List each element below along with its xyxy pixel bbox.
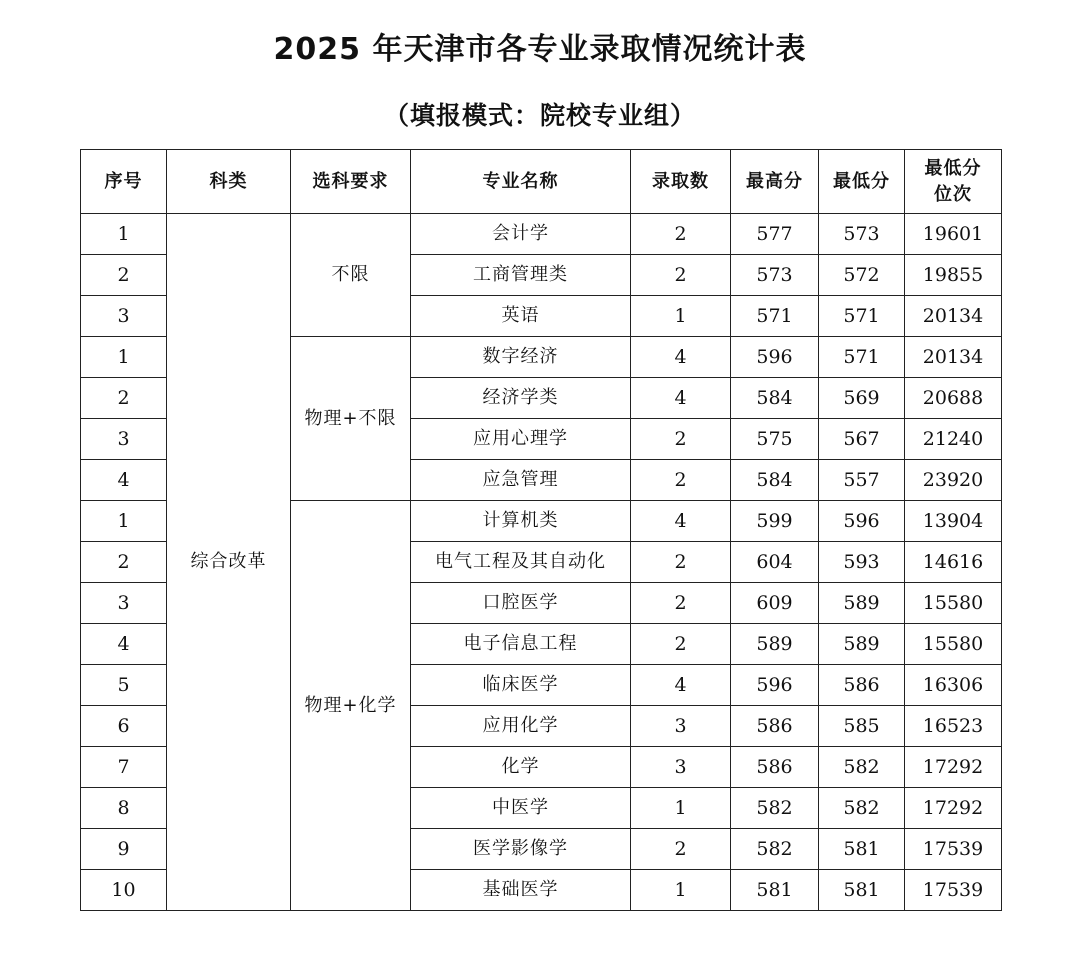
cell-min-rank: 13904 xyxy=(905,501,1002,542)
cell-min-rank: 16523 xyxy=(905,706,1002,747)
header-cell: 序号 xyxy=(81,150,167,214)
cell-min-rank: 19601 xyxy=(905,214,1002,255)
cell-major-name: 中医学 xyxy=(411,788,631,829)
cell-max-score: 604 xyxy=(731,542,819,583)
page-title: 2025 年天津市各专业录取情况统计表 xyxy=(273,32,807,67)
header-cell: 科类 xyxy=(167,150,291,214)
cell-seq-no: 10 xyxy=(81,870,167,911)
cell-max-score: 584 xyxy=(731,460,819,501)
cell-max-score: 573 xyxy=(731,255,819,296)
header-cell: 录取数 xyxy=(631,150,731,214)
cell-max-score: 577 xyxy=(731,214,819,255)
table-header-row xyxy=(81,150,1002,214)
cell-seq-no: 2 xyxy=(81,255,167,296)
cell-max-score: 609 xyxy=(731,583,819,624)
cell-seq-no: 5 xyxy=(81,665,167,706)
cell-admit-count: 2 xyxy=(631,460,731,501)
cell-min-rank: 19855 xyxy=(905,255,1002,296)
cell-max-score: 599 xyxy=(731,501,819,542)
cell-admit-count: 4 xyxy=(631,378,731,419)
cell-major-name: 化学 xyxy=(411,747,631,788)
cell-min-rank: 21240 xyxy=(905,419,1002,460)
header-cell: 最高分 xyxy=(731,150,819,214)
page-subtitle: （填报模式：院校专业组） xyxy=(383,101,696,130)
cell-seq-no: 1 xyxy=(81,501,167,542)
cell-min-score: 585 xyxy=(819,706,905,747)
cell-major-name: 会计学 xyxy=(411,214,631,255)
cell-subject-requirement: 物理+化学 xyxy=(291,501,411,911)
cell-major-name: 医学影像学 xyxy=(411,829,631,870)
cell-min-rank: 16306 xyxy=(905,665,1002,706)
cell-seq-no: 8 xyxy=(81,788,167,829)
cell-admit-count: 1 xyxy=(631,296,731,337)
cell-min-score: 589 xyxy=(819,583,905,624)
cell-min-rank: 23920 xyxy=(905,460,1002,501)
cell-min-score: 589 xyxy=(819,624,905,665)
admission-stats-table xyxy=(80,149,1002,911)
cell-max-score: 589 xyxy=(731,624,819,665)
cell-major-name: 应用心理学 xyxy=(411,419,631,460)
cell-admit-count: 1 xyxy=(631,870,731,911)
cell-min-score: 569 xyxy=(819,378,905,419)
cell-seq-no: 1 xyxy=(81,337,167,378)
cell-major-name: 电气工程及其自动化 xyxy=(411,542,631,583)
cell-seq-no: 1 xyxy=(81,214,167,255)
cell-admit-count: 2 xyxy=(631,829,731,870)
cell-subject-requirement: 不限 xyxy=(291,214,411,337)
cell-major-name: 数字经济 xyxy=(411,337,631,378)
cell-min-rank: 17539 xyxy=(905,870,1002,911)
cell-min-score: 586 xyxy=(819,665,905,706)
cell-min-rank: 20134 xyxy=(905,337,1002,378)
cell-max-score: 571 xyxy=(731,296,819,337)
cell-major-name: 应用化学 xyxy=(411,706,631,747)
cell-min-score: 581 xyxy=(819,829,905,870)
cell-max-score: 582 xyxy=(731,788,819,829)
cell-min-rank: 20134 xyxy=(905,296,1002,337)
header-cell: 选科要求 xyxy=(291,150,411,214)
cell-min-rank: 17292 xyxy=(905,788,1002,829)
cell-seq-no: 7 xyxy=(81,747,167,788)
cell-seq-no: 3 xyxy=(81,419,167,460)
cell-admit-count: 4 xyxy=(631,501,731,542)
cell-max-score: 596 xyxy=(731,665,819,706)
cell-max-score: 575 xyxy=(731,419,819,460)
cell-min-score: 571 xyxy=(819,296,905,337)
cell-min-score: 571 xyxy=(819,337,905,378)
cell-major-name: 基础医学 xyxy=(411,870,631,911)
cell-min-rank: 20688 xyxy=(905,378,1002,419)
cell-min-score: 593 xyxy=(819,542,905,583)
cell-major-name: 工商管理类 xyxy=(411,255,631,296)
cell-max-score: 586 xyxy=(731,747,819,788)
cell-major-name: 临床医学 xyxy=(411,665,631,706)
cell-major-name: 经济学类 xyxy=(411,378,631,419)
cell-min-score: 557 xyxy=(819,460,905,501)
cell-major-name: 电子信息工程 xyxy=(411,624,631,665)
cell-subject-requirement: 物理+不限 xyxy=(291,337,411,501)
header-cell: 最低分 xyxy=(819,150,905,214)
cell-min-score: 582 xyxy=(819,747,905,788)
table-body xyxy=(81,214,1002,911)
header-cell-label: 最低分位次 xyxy=(924,157,982,205)
cell-min-score: 596 xyxy=(819,501,905,542)
cell-max-score: 581 xyxy=(731,870,819,911)
cell-min-score: 581 xyxy=(819,870,905,911)
cell-seq-no: 2 xyxy=(81,542,167,583)
cell-min-rank: 17292 xyxy=(905,747,1002,788)
cell-max-score: 584 xyxy=(731,378,819,419)
cell-admit-count: 2 xyxy=(631,255,731,296)
cell-min-rank: 17539 xyxy=(905,829,1002,870)
cell-min-score: 567 xyxy=(819,419,905,460)
cell-min-rank: 15580 xyxy=(905,624,1002,665)
cell-admit-count: 2 xyxy=(631,419,731,460)
cell-min-score: 582 xyxy=(819,788,905,829)
cell-admit-count: 4 xyxy=(631,665,731,706)
cell-major-name: 应急管理 xyxy=(411,460,631,501)
cell-major-name: 英语 xyxy=(411,296,631,337)
header-cell xyxy=(905,150,1002,214)
cell-min-score: 572 xyxy=(819,255,905,296)
cell-admit-count: 1 xyxy=(631,788,731,829)
cell-seq-no: 9 xyxy=(81,829,167,870)
cell-admit-count: 3 xyxy=(631,747,731,788)
cell-seq-no: 3 xyxy=(81,583,167,624)
table-row xyxy=(81,214,1002,255)
cell-seq-no: 4 xyxy=(81,460,167,501)
cell-admit-count: 2 xyxy=(631,542,731,583)
cell-seq-no: 2 xyxy=(81,378,167,419)
cell-category: 综合改革 xyxy=(167,214,291,911)
cell-min-rank: 14616 xyxy=(905,542,1002,583)
header-cell: 专业名称 xyxy=(411,150,631,214)
cell-admit-count: 2 xyxy=(631,624,731,665)
cell-seq-no: 3 xyxy=(81,296,167,337)
cell-max-score: 596 xyxy=(731,337,819,378)
cell-admit-count: 2 xyxy=(631,214,731,255)
cell-seq-no: 6 xyxy=(81,706,167,747)
cell-admit-count: 3 xyxy=(631,706,731,747)
cell-major-name: 口腔医学 xyxy=(411,583,631,624)
cell-major-name: 计算机类 xyxy=(411,501,631,542)
cell-max-score: 586 xyxy=(731,706,819,747)
cell-max-score: 582 xyxy=(731,829,819,870)
cell-admit-count: 2 xyxy=(631,583,731,624)
cell-min-rank: 15580 xyxy=(905,583,1002,624)
cell-seq-no: 4 xyxy=(81,624,167,665)
cell-admit-count: 4 xyxy=(631,337,731,378)
cell-min-score: 573 xyxy=(819,214,905,255)
